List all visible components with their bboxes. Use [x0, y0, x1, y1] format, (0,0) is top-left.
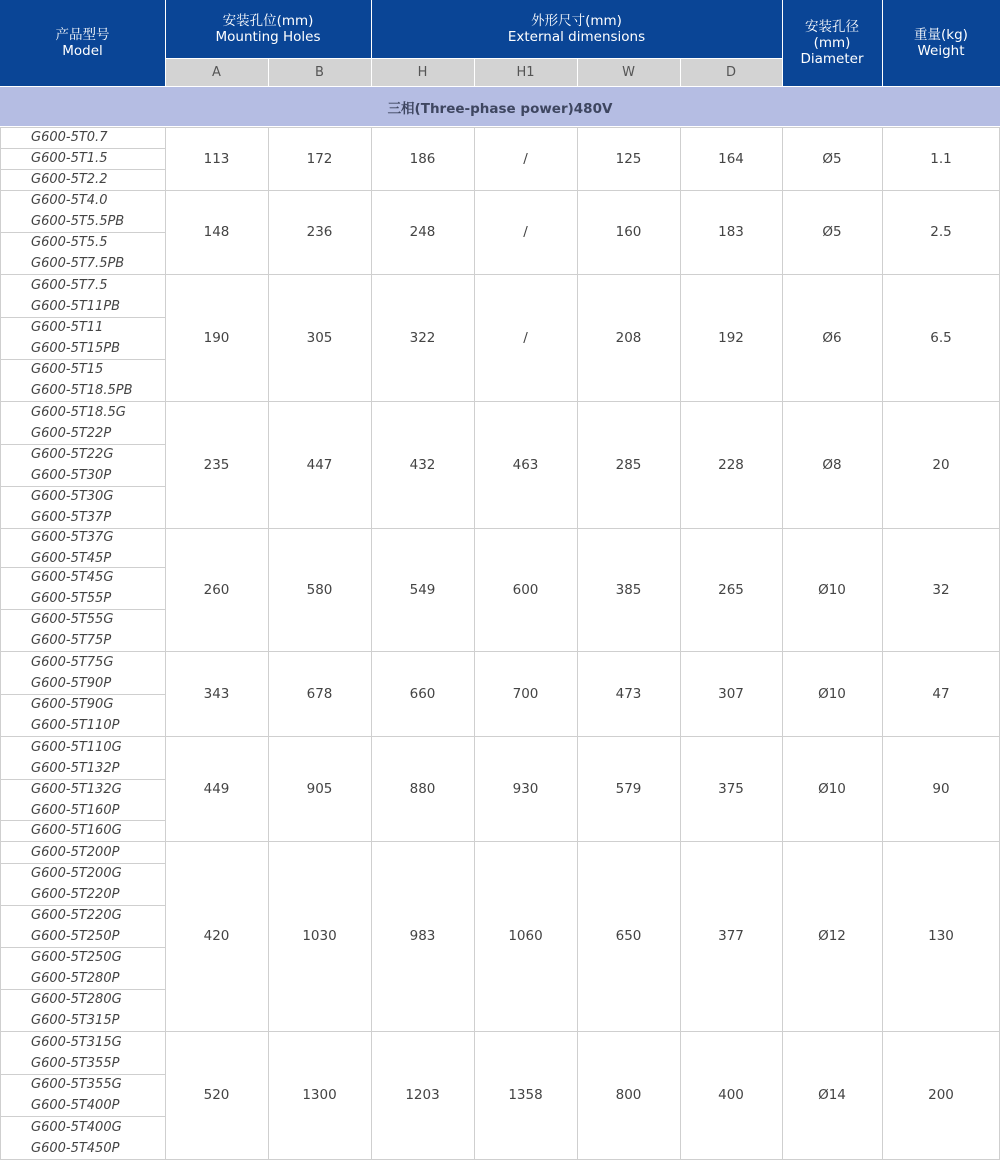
value-diameter: Ø5 [822, 150, 842, 167]
model-name: G600-5T5.5PB [31, 214, 125, 229]
model-divider [0, 359, 165, 360]
model-name: G600-5T45G [31, 570, 114, 585]
table-row [0, 1031, 1000, 1159]
model-divider [0, 905, 165, 906]
value-weight: 200 [928, 1087, 954, 1103]
model-name: G600-5T450P [31, 1140, 120, 1156]
header-diameter [782, 0, 882, 86]
value-h1: / [523, 150, 528, 167]
table-row [0, 841, 1000, 1031]
model-name: G600-5T132P [31, 760, 120, 776]
value-h1: 1358 [508, 1087, 543, 1103]
value-d: 375 [718, 780, 744, 797]
header-text-line: Weight [917, 43, 965, 59]
value-h: 983 [409, 928, 436, 944]
value-d: 307 [718, 685, 744, 702]
model-name: G600-5T355G [31, 1077, 122, 1092]
value-d: 228 [718, 456, 744, 473]
model-name: G600-5T200G [31, 866, 122, 881]
header-weight [882, 0, 1000, 86]
value-a: 190 [203, 329, 230, 346]
value-d: 192 [718, 329, 744, 346]
model-divider [0, 1116, 165, 1117]
value-diameter: Ø6 [822, 329, 842, 346]
value-weight: 1.1 [930, 150, 952, 167]
table-row [0, 127, 1000, 190]
value-h: 322 [409, 329, 436, 346]
value-b: 305 [306, 329, 333, 346]
model-divider [0, 317, 165, 318]
header-divider [165, 58, 782, 59]
section-band: 三相(Three-phase power)480V [0, 87, 1000, 126]
value-h: 248 [409, 224, 436, 240]
header-external-dimensions [371, 0, 782, 58]
value-a: 235 [203, 456, 230, 473]
table-row [0, 736, 1000, 841]
column-divider [165, 127, 166, 1159]
value-w: 579 [615, 780, 642, 797]
value-weight: 20 [932, 456, 950, 473]
value-b: 678 [306, 685, 333, 702]
model-name: G600-5T30G [31, 489, 114, 504]
value-weight: 32 [932, 581, 950, 598]
value-w: 800 [615, 1087, 642, 1103]
value-d: 265 [718, 581, 744, 598]
header-divider [782, 0, 783, 86]
header-model [0, 0, 165, 86]
header-divider [165, 0, 166, 86]
model-name: G600-5T18.5PB [31, 383, 133, 398]
model-name: G600-5T5.5 [31, 235, 108, 250]
value-w: 285 [615, 456, 642, 473]
model-name: G600-5T90G [31, 697, 114, 712]
value-diameter: Ø5 [822, 224, 842, 240]
value-a: 420 [203, 928, 230, 944]
header-text-line: Model [62, 43, 103, 59]
subheader-h1: H1 [474, 58, 577, 86]
value-h1: 930 [512, 780, 539, 797]
value-h: 549 [409, 581, 436, 598]
model-name: G600-5T280G [31, 992, 122, 1007]
header-text-line: 产品型号 [55, 27, 110, 43]
table-row [0, 401, 1000, 528]
model-name: G600-5T55P [31, 591, 112, 606]
value-w: 208 [615, 329, 642, 346]
model-name: G600-5T132G [31, 781, 122, 797]
model-name: G600-5T315G [31, 1034, 122, 1050]
table-row [0, 190, 1000, 274]
model-name: G600-5T2.2 [31, 172, 108, 187]
value-diameter: Ø12 [818, 928, 846, 944]
value-b: 580 [306, 581, 333, 598]
value-w: 473 [615, 685, 642, 702]
header-divider [882, 0, 883, 86]
value-h: 1203 [405, 1087, 440, 1103]
value-weight: 2.5 [930, 224, 952, 240]
value-a: 148 [203, 224, 230, 240]
model-divider [0, 1074, 165, 1075]
table-row [0, 274, 1000, 401]
model-divider [0, 169, 165, 170]
header-text-line: External dimensions [507, 29, 646, 45]
header-divider [268, 58, 269, 86]
model-divider [0, 444, 165, 445]
header-divider [577, 58, 578, 86]
model-divider [0, 567, 165, 568]
model-name: G600-5T37G [31, 529, 114, 545]
header-text-line: 外形尺寸(mm) [531, 13, 622, 29]
model-divider [0, 779, 165, 780]
value-w: 160 [615, 224, 642, 240]
subheader-d: D [680, 58, 782, 86]
model-divider [0, 609, 165, 610]
header-text-line: Diameter [800, 51, 864, 67]
model-divider [0, 694, 165, 695]
model-divider [0, 232, 165, 233]
model-name: G600-5T22G [31, 447, 114, 462]
value-b: 236 [306, 224, 333, 240]
value-h: 432 [409, 456, 436, 473]
model-divider [0, 820, 165, 821]
model-divider [0, 989, 165, 990]
value-diameter: Ø10 [818, 685, 846, 702]
model-name: G600-5T7.5PB [31, 256, 125, 271]
value-w: 125 [615, 150, 642, 167]
column-divider [882, 127, 883, 1159]
model-name: G600-5T280P [31, 971, 120, 986]
model-name: G600-5T220G [31, 908, 122, 923]
model-divider [0, 947, 165, 948]
value-diameter: Ø14 [818, 1087, 846, 1103]
value-b: 1300 [302, 1087, 337, 1103]
value-h1: 463 [512, 456, 539, 473]
model-name: G600-5T110P [31, 718, 120, 733]
column-divider [0, 127, 1, 1159]
value-a: 260 [203, 581, 230, 598]
model-name: G600-5T160G [31, 823, 122, 838]
model-name: G600-5T315P [31, 1013, 120, 1028]
model-name: G600-5T250P [31, 929, 120, 944]
model-name: G600-5T37P [31, 510, 112, 525]
value-weight: 130 [928, 928, 954, 944]
model-name: G600-5T0.7 [31, 130, 108, 145]
value-b: 905 [306, 780, 333, 797]
model-name: G600-5T45P [31, 550, 112, 566]
model-name: G600-5T11PB [31, 298, 121, 314]
value-b: 1030 [302, 928, 337, 944]
model-name: G600-5T220P [31, 887, 120, 902]
model-divider [0, 486, 165, 487]
subheader-h: H [371, 58, 474, 86]
table-row [0, 528, 1000, 651]
model-name: G600-5T160P [31, 802, 120, 818]
value-h: 186 [409, 150, 436, 167]
table-row [0, 651, 1000, 736]
value-w: 650 [615, 928, 642, 944]
header-mounting-holes [165, 0, 371, 58]
value-weight: 90 [932, 780, 950, 797]
subheader-b: B [268, 58, 371, 86]
subheader-a: A [165, 58, 268, 86]
model-name: G600-5T15PB [31, 341, 121, 356]
value-w: 385 [615, 581, 642, 598]
value-b: 172 [306, 150, 333, 167]
model-name: G600-5T75P [31, 633, 112, 648]
value-diameter: Ø10 [818, 581, 846, 598]
model-divider [0, 148, 165, 149]
model-name: G600-5T90P [31, 675, 112, 691]
value-h: 880 [409, 780, 436, 797]
column-divider [680, 127, 681, 1159]
column-divider [474, 127, 475, 1159]
value-weight: 6.5 [930, 329, 952, 346]
model-name: G600-5T15 [31, 362, 104, 377]
header-text-line: (mm) [813, 35, 851, 51]
value-h1: / [523, 329, 528, 346]
value-h1: 700 [512, 685, 539, 702]
header-divider [680, 58, 681, 86]
model-name: G600-5T1.5 [31, 151, 108, 166]
model-name: G600-5T22P [31, 425, 112, 441]
value-h: 660 [409, 685, 436, 702]
value-a: 449 [203, 780, 230, 797]
model-divider [0, 863, 165, 864]
model-name: G600-5T55G [31, 612, 114, 627]
header-divider [371, 0, 372, 86]
column-divider [268, 127, 269, 1159]
model-name: G600-5T400G [31, 1119, 122, 1135]
model-name: G600-5T18.5G [31, 404, 126, 420]
value-a: 113 [203, 150, 230, 167]
column-divider [371, 127, 372, 1159]
row-divider [0, 127, 1000, 128]
header-text-line: Mounting Holes [215, 29, 321, 45]
model-name: G600-5T200P [31, 844, 120, 860]
value-h1: / [523, 224, 528, 240]
subheader-w: W [577, 58, 680, 86]
value-h1: 600 [512, 581, 539, 598]
header-text-line: 安装孔位(mm) [222, 13, 314, 29]
value-diameter: Ø10 [818, 780, 846, 797]
model-name: G600-5T400P [31, 1098, 120, 1113]
value-diameter: Ø8 [822, 456, 842, 473]
value-a: 520 [203, 1087, 230, 1103]
value-b: 447 [306, 456, 333, 473]
value-weight: 47 [932, 685, 950, 702]
value-a: 343 [203, 685, 230, 702]
column-divider [782, 127, 783, 1159]
model-name: G600-5T30P [31, 468, 112, 483]
model-name: G600-5T355P [31, 1055, 120, 1071]
model-name: G600-5T75G [31, 654, 114, 670]
model-name: G600-5T250G [31, 950, 122, 965]
value-h1: 1060 [508, 928, 543, 944]
model-name: G600-5T110G [31, 739, 122, 755]
model-name: G600-5T7.5 [31, 277, 108, 293]
model-name: G600-5T4.0 [31, 193, 108, 208]
header-divider [474, 58, 475, 86]
header-text-line: 安装孔径 [805, 19, 859, 35]
value-d: 377 [718, 928, 744, 944]
value-d: 400 [718, 1087, 744, 1103]
value-d: 183 [718, 224, 744, 240]
header-text-line: 重量(kg) [914, 27, 968, 43]
value-d: 164 [718, 150, 744, 167]
model-name: G600-5T11 [31, 320, 104, 335]
column-divider [577, 127, 578, 1159]
